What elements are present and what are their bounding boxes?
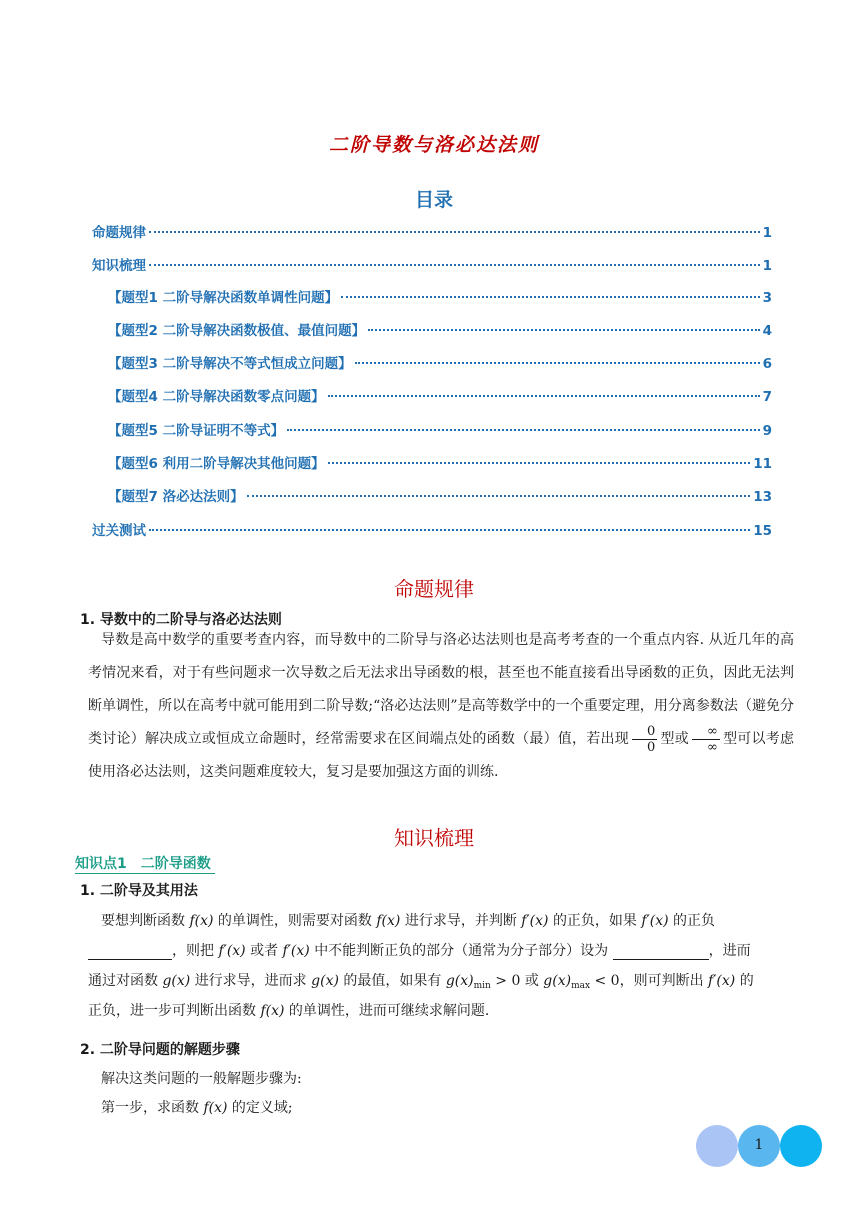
toc-entry-label: 【题型7 洛必达法则】 bbox=[108, 489, 244, 505]
toc-leader-dots bbox=[287, 429, 760, 431]
toc-entry-page: 11 bbox=[753, 456, 772, 472]
section-heading: 命题规律 bbox=[394, 577, 474, 601]
toc-entry-label: 【题型5 二阶导证明不等式】 bbox=[108, 423, 285, 439]
toc-entry[interactable] bbox=[108, 319, 772, 339]
text-line: 通过对函数 g(x) 进行求导，进而求 g(x) 的最值，如果有 $g(x)_{min} > 0$ 或 $g(x)_{max} < 0$，则可判断出 f′(x) 的 bbox=[88, 973, 754, 991]
toc-leader-dots bbox=[328, 395, 760, 397]
toc-entry-page: 1 bbox=[762, 258, 772, 274]
document-title: 二阶导数与洛必达法则 bbox=[328, 134, 539, 156]
fraction-infinity-over-infinity: $\frac{\infty}{\infty}$ bbox=[692, 724, 720, 755]
toc-entry-label: 【题型4 二阶导解决函数零点问题】 bbox=[108, 389, 325, 405]
toc-entry[interactable] bbox=[108, 419, 772, 439]
toc-entry[interactable] bbox=[108, 352, 772, 372]
knowledge-point-title: 知识点1 二阶导函数 bbox=[75, 853, 215, 874]
toc-entry-label: 【题型3 二阶导解决不等式恒成立问题】 bbox=[108, 356, 352, 372]
toc-entry-label: 【题型1 二阶导解决函数单调性问题】 bbox=[108, 290, 339, 306]
toc-leader-dots bbox=[149, 231, 760, 233]
toc-entry[interactable] bbox=[92, 254, 772, 274]
toc-leader-dots bbox=[368, 329, 760, 331]
toc-entry[interactable] bbox=[108, 385, 772, 405]
toc-entry-label: 过关测试 bbox=[92, 523, 146, 539]
toc-leader-dots bbox=[341, 296, 760, 298]
text-line: ，则把 f′(x) 或者 f′(x) 中不能判断正负的部分（通常为分子部分）设为 ，进而 bbox=[88, 940, 751, 960]
section-heading: 知识梳理 bbox=[394, 826, 474, 850]
toc-entry[interactable] bbox=[92, 519, 772, 539]
text-line: 第一步，求函数 f(x) 的定义域; bbox=[101, 1100, 293, 1116]
footer-decoration-circle bbox=[696, 1125, 738, 1167]
toc-entry[interactable] bbox=[108, 452, 772, 472]
toc-leader-dots bbox=[149, 264, 760, 266]
toc-entry[interactable] bbox=[108, 485, 772, 505]
toc-entry-page: 1 bbox=[762, 225, 772, 241]
toc-entry-label: 【题型6 利用二阶导解决其他问题】 bbox=[108, 456, 325, 472]
toc-entry-page: 7 bbox=[762, 389, 772, 405]
toc-leader-dots bbox=[328, 462, 751, 464]
toc-leader-dots bbox=[247, 495, 751, 497]
toc-entry-page: 4 bbox=[762, 323, 772, 339]
toc-entry-page: 9 bbox=[762, 423, 772, 439]
text-line: 正负，进一步可判断出函数 f(x) 的单调性，进而可继续求解问题. bbox=[88, 1003, 490, 1019]
toc-entry-label: 命题规律 bbox=[92, 225, 146, 241]
footer-decoration-circle bbox=[780, 1125, 822, 1167]
toc-entry-page: 6 bbox=[762, 356, 772, 372]
toc-entry-page: 3 bbox=[762, 290, 772, 306]
text-line: 解决这类问题的一般解题步骤为: bbox=[101, 1071, 302, 1087]
toc-leader-dots bbox=[355, 362, 760, 364]
fraction-zero-over-zero: $\frac{0}{0}$ bbox=[632, 724, 657, 755]
toc-entry[interactable] bbox=[92, 221, 772, 241]
toc-entry[interactable] bbox=[108, 286, 772, 306]
fill-in-blank[interactable] bbox=[613, 943, 709, 960]
text-line: 要想判断函数 f(x) 的单调性，则需要对函数 f(x) 进行求导，并判断 f′(x) 的正负，如果 f′(x) 的正负 bbox=[101, 913, 716, 929]
item-title: 1. 导数中的二阶导与洛必达法则 bbox=[80, 612, 282, 628]
toc-entry-label: 知识梳理 bbox=[92, 258, 146, 274]
item-title: 1. 二阶导及其用法 bbox=[80, 883, 198, 899]
body-paragraph: 导数是高中数学的重要考查内容，而导数中的二阶导与洛必达法则也是高考考查的一个重点内容. 从近几年的高考情况来看，对于有些问题求一次导数之后无法求出导函数的根，甚至也不能直接看出导函数的正负，因此无法判断单调性，所以在高考中就可能用到二阶导数;“洛必达法则”是高等数学中的一个重要定理，用分离参数法（避免分类讨论）解决成立或恒成立命题时，经常需要求在区间端点处的函数（最）值，若出现 $\frac{0}{0}$ 型或 $\frac{\infty}{\infty}$ 型可以考虑使用洛必达法则，这类问题难度较大，复习是要加强这方面的训练. bbox=[88, 632, 795, 780]
toc-entry-page: 15 bbox=[753, 523, 772, 539]
toc-heading: 目录 bbox=[414, 189, 453, 211]
fill-in-blank[interactable] bbox=[88, 943, 172, 960]
item-title: 2. 二阶导问题的解题步骤 bbox=[80, 1042, 240, 1058]
toc-entry-page: 13 bbox=[753, 489, 772, 505]
page-number: 1 bbox=[754, 1137, 764, 1153]
toc-entry-label: 【题型2 二阶导解决函数极值、最值问题】 bbox=[108, 323, 366, 339]
toc-leader-dots bbox=[149, 529, 750, 531]
